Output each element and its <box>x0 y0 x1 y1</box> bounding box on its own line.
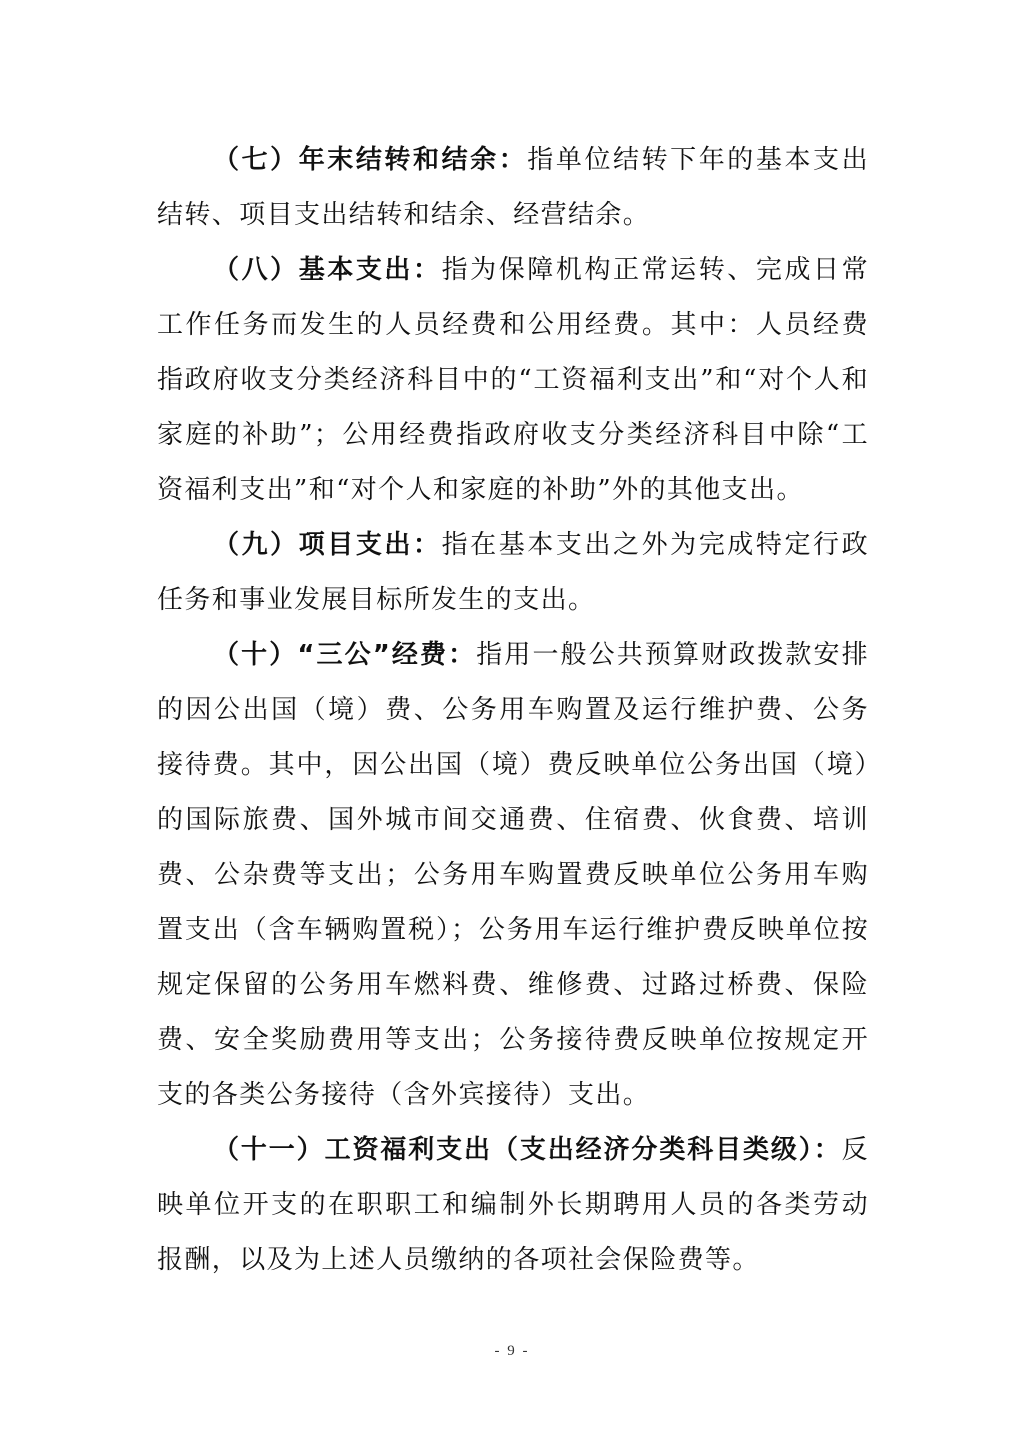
definition-three-public-expenses: 指用一般公共预算财政拨款安排的因公出国（境）费、公务用车购置及运行维护费、公务接待费。其中，因公出国（境）费反映单位公务出国（境）的国际旅费、国外城市间交通费、住宿费、伙食费、培训费、公杂费等支出；公务用车购置费反映单位公务用车购置支出（含车辆购置税）；公务用车运行维护费反映单位按规定保留的公务用车燃料费、维修费、过路过桥费、保险费、安全奖励费用等支出；公务接待费反映单位按规定开支的各类公务接待（含外宾接待）支出。 <box>157 640 869 1110</box>
term-year-end-carryover: （七）年末结转和结余： <box>213 145 528 175</box>
definition-project-expenditure: 指在基本支出之外为完成特定行政任务和事业发展目标所发生的支出。 <box>157 530 869 615</box>
document-body <box>157 133 869 1288</box>
paragraph-project-expenditure <box>157 518 869 628</box>
paragraph-wage-welfare-expenditure <box>157 1123 869 1288</box>
term-project-expenditure: （九）项目支出： <box>213 530 442 560</box>
paragraph-year-end-carryover <box>157 133 869 243</box>
paragraph-three-public-expenses <box>157 628 869 1123</box>
term-basic-expenditure: （八）基本支出： <box>213 255 442 285</box>
term-wage-welfare-expenditure: （十一）工资福利支出（支出经济分类科目类级）： <box>213 1135 842 1165</box>
page-number: - 9 - <box>494 1343 530 1359</box>
term-three-public-expenses: （十）“三公”经费： <box>213 640 477 670</box>
definition-basic-expenditure: 指为保障机构正常运转、完成日常工作任务而发生的人员经费和公用经费。其中：人员经费指政府收支分类经济科目中的“工资福利支出”和“对个人和家庭的补助”；公用经费指政府收支分类经济科目中除“工资福利支出”和“对个人和家庭的补助”外的其他支出。 <box>157 255 869 505</box>
definition-wage-welfare-expenditure: 反映单位开支的在职职工和编制外长期聘用人员的各类劳动报酬，以及为上述人员缴纳的各项社会保险费等。 <box>157 1135 869 1275</box>
paragraph-basic-expenditure <box>157 243 869 518</box>
definition-year-end-carryover: 指单位结转下年的基本支出结转、项目支出结转和结余、经营结余。 <box>157 145 869 230</box>
